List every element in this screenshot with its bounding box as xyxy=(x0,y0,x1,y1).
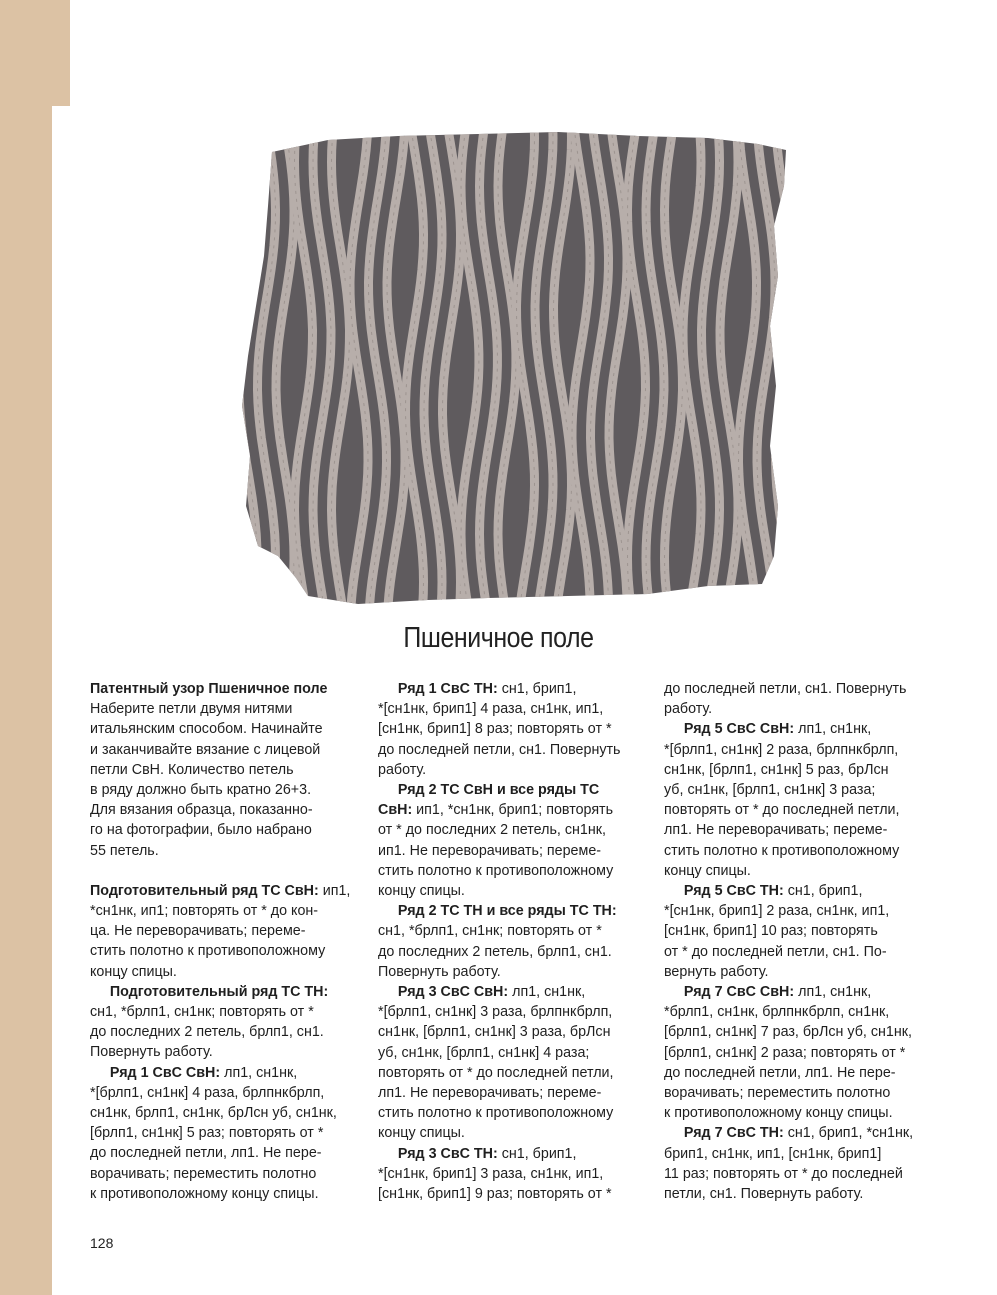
text-line xyxy=(664,1063,922,1083)
row-text: сн1нк, [брлп1, сн1нк] 5 раз, брЛсн xyxy=(664,761,889,778)
row-text: петли СвН. Количество петель xyxy=(90,761,294,778)
text-line xyxy=(90,881,351,901)
text-line xyxy=(378,921,636,941)
row-heading: Ряд 7 СвС СвН: xyxy=(664,984,795,1001)
accent-band-top xyxy=(0,0,70,106)
row-text: 11 раз; повторять от * до последней xyxy=(664,1165,903,1182)
text-line xyxy=(664,1103,922,1123)
text-line xyxy=(378,1144,636,1164)
text-line xyxy=(378,1083,636,1103)
row-text: Для вязания образца, показанно- xyxy=(90,802,313,819)
text-line xyxy=(664,921,922,941)
row-text: го на фотографии, было набрано xyxy=(90,822,312,839)
text-line xyxy=(664,841,922,861)
row-heading: Ряд 5 СвС ТН: xyxy=(664,883,784,900)
text-line xyxy=(664,820,922,840)
knitted-swatch-photo xyxy=(238,126,790,610)
text-line xyxy=(378,820,636,840)
row-text: стить полотно к противоположному xyxy=(90,943,326,960)
row-text: *[сн1нк, брип1] 2 раза, сн1нк, ип1, xyxy=(664,903,890,920)
row-text: от * до последней петли, сн1. По- xyxy=(664,943,887,960)
text-line xyxy=(90,1083,348,1103)
text-line xyxy=(378,1002,636,1022)
text-line xyxy=(378,942,636,962)
row-heading: Ряд 3 СвС ТН: xyxy=(378,1145,498,1162)
row-text: [сн1нк, брип1] 9 раз; повторять от * xyxy=(378,1186,612,1203)
text-line xyxy=(90,841,348,861)
row-text: [сн1нк, брип1] 8 раз; повторять от * xyxy=(378,721,612,738)
row-text: в ряду должно быть кратно 26+3. xyxy=(90,782,312,799)
row-text: ип1, xyxy=(318,882,351,899)
row-text: до последней петли, лп1. Не пере- xyxy=(664,1064,896,1081)
text-line xyxy=(90,1042,348,1062)
text-line xyxy=(664,1002,922,1022)
text-line xyxy=(378,780,636,800)
text-line xyxy=(664,861,922,881)
row-text: работу. xyxy=(378,761,427,778)
text-column-3 xyxy=(664,679,922,1204)
row-text: *сн1нк, ип1; повторять от * до кон- xyxy=(90,903,319,920)
row-heading: Ряд 1 СвС СвН: xyxy=(90,1064,221,1081)
row-text: к противоположному концу спицы. xyxy=(90,1185,319,1202)
row-heading: Подготовительный ряд ТС СвН: xyxy=(90,882,319,899)
row-text: сн1, *брлп1, сн1нк; повторять от * xyxy=(90,1004,314,1021)
row-text: [брлп1, сн1нк] 2 раза; повторять от * xyxy=(664,1044,906,1061)
text-line xyxy=(378,800,636,820)
row-text: сн1, брип1, xyxy=(783,883,863,900)
text-line xyxy=(664,942,922,962)
page-title: Пшеничное поле xyxy=(403,622,594,654)
row-text: повторять от * до последней петли, xyxy=(378,1064,614,1081)
row-text: к противоположному концу спицы. xyxy=(664,1105,893,1122)
row-heading: Ряд 2 ТС ТН и все ряды ТС ТН: xyxy=(378,903,617,920)
row-text: сн1, брип1, *сн1нк, xyxy=(783,1125,914,1142)
row-text: повторять от * до последней петли, xyxy=(664,802,900,819)
row-text: до последних 2 петель, брлп1, сн1. xyxy=(378,943,612,960)
row-text: Наберите петли двумя нитями xyxy=(90,701,293,718)
text-line xyxy=(664,901,922,921)
text-line xyxy=(664,679,922,699)
row-text: ип1. Не переворачивать; переме- xyxy=(378,842,602,859)
row-text: [брлп1, сн1нк] 7 раз, брЛсн уб, сн1нк, xyxy=(664,1024,912,1041)
text-line xyxy=(90,921,348,941)
row-text: концу спицы. xyxy=(664,862,751,879)
row-heading: Ряд 2 ТС СвН и все ряды ТС xyxy=(378,782,600,799)
row-text: ип1, *сн1нк, брип1; повторять xyxy=(412,802,614,819)
text-line xyxy=(90,800,348,820)
text-line xyxy=(378,982,636,1002)
text-line xyxy=(378,962,636,982)
text-line xyxy=(664,962,922,982)
text-line xyxy=(664,780,922,800)
text-line xyxy=(378,1164,636,1184)
row-heading: Подготовительный ряд ТС ТН: xyxy=(90,983,329,1000)
text-line xyxy=(378,699,636,719)
row-text: 55 петель. xyxy=(90,842,159,859)
row-text: сн1, брип1, xyxy=(497,681,577,697)
text-line xyxy=(664,1144,922,1164)
text-line xyxy=(90,740,348,760)
text-line xyxy=(664,1123,922,1143)
row-text: лп1, сн1нк, xyxy=(220,1064,298,1081)
text-line xyxy=(664,800,922,820)
text-line xyxy=(664,1164,922,1184)
row-text: [сн1нк, брип1] 10 раз; повторять xyxy=(664,923,878,940)
row-text: ворачивать; переместить полотно xyxy=(664,1085,891,1102)
text-line xyxy=(90,901,348,921)
page-number: 128 xyxy=(90,1235,114,1251)
text-line xyxy=(378,1043,636,1063)
text-line xyxy=(90,679,348,699)
text-line xyxy=(664,1043,922,1063)
row-text: сн1, брип1, xyxy=(497,1145,577,1162)
row-text: итальянским способом. Начинайте xyxy=(90,721,323,738)
row-text: *брлп1, сн1нк, брлпнкбрлп, сн1нк, xyxy=(664,1004,890,1021)
row-text: лп1, сн1нк, xyxy=(508,984,586,1001)
text-line xyxy=(90,941,348,961)
row-text: работу. xyxy=(664,701,713,718)
row-text: *[сн1нк, брип1] 3 раза, сн1нк, ип1, xyxy=(378,1165,604,1182)
text-line xyxy=(90,1184,348,1204)
text-line xyxy=(664,982,922,1002)
row-text: до последней петли, сн1. Повернуть xyxy=(378,741,621,758)
row-text: вернуть работу. xyxy=(664,963,769,980)
row-text: *[сн1нк, брип1] 4 раза, сн1нк, ип1, xyxy=(378,701,604,718)
row-text: Повернуть работу. xyxy=(378,963,501,980)
text-line xyxy=(90,1123,348,1143)
row-text: стить полотно к противоположному xyxy=(378,1105,614,1122)
text-column-1 xyxy=(90,679,351,1204)
text-line xyxy=(378,1123,636,1143)
row-text: лп1, сн1нк, xyxy=(794,721,872,738)
row-text: до последней петли, сн1. Повернуть xyxy=(664,681,907,697)
text-line xyxy=(378,1184,636,1204)
row-text: сн1нк, [брлп1, сн1нк] 3 раза, брЛсн xyxy=(378,1024,611,1041)
text-line xyxy=(378,841,636,861)
row-text: уб, сн1нк, [брлп1, сн1нк] 4 раза; xyxy=(378,1044,590,1061)
row-text: сн1нк, брлп1, сн1нк, брЛсн уб, сн1нк, xyxy=(90,1105,337,1122)
row-text: петли, сн1. Повернуть работу. xyxy=(664,1186,864,1203)
row-text: [брлп1, сн1нк] 5 раз; повторять от * xyxy=(90,1125,324,1142)
row-heading: Ряд 3 СвС СвН: xyxy=(378,984,509,1001)
row-text: и заканчивайте вязание с лицевой xyxy=(90,741,321,758)
text-line xyxy=(90,1002,348,1022)
text-line xyxy=(378,719,636,739)
text-line xyxy=(90,1164,348,1184)
row-text: до последней петли, лп1. Не пере- xyxy=(90,1145,322,1162)
row-heading: Ряд 1 СвС ТН: xyxy=(378,681,498,697)
text-line xyxy=(90,1063,348,1083)
row-text: от * до последних 2 петель, сн1нк, xyxy=(378,822,606,839)
text-line xyxy=(378,740,636,760)
text-line xyxy=(378,861,636,881)
row-text: концу спицы. xyxy=(90,963,177,980)
row-text: брип1, сн1нк, ип1, [сн1нк, брип1] xyxy=(664,1145,882,1162)
row-text: *[брлп1, сн1нк] 2 раза, брлпнкбрлп, xyxy=(664,741,899,758)
row-text: лп1. Не переворачивать; переме- xyxy=(664,822,888,839)
text-line xyxy=(90,780,348,800)
text-line xyxy=(90,1022,348,1042)
text-line xyxy=(378,901,636,921)
row-heading: СвН: xyxy=(378,802,413,819)
row-text: концу спицы. xyxy=(378,883,465,900)
row-text: Повернуть работу. xyxy=(90,1044,213,1061)
row-heading: Ряд 7 СвС ТН: xyxy=(664,1125,784,1142)
row-text: *[брлп1, сн1нк] 4 раза, брлпнкбрлп, xyxy=(90,1084,325,1101)
text-line xyxy=(90,699,348,719)
text-line xyxy=(664,760,922,780)
text-line xyxy=(378,1063,636,1083)
text-line xyxy=(664,719,922,739)
text-line xyxy=(90,982,348,1002)
row-text: ца. Не переворачивать; переме- xyxy=(90,923,306,940)
accent-band xyxy=(0,106,52,1295)
paragraph-gap xyxy=(90,861,348,881)
row-text: ворачивать; переместить полотно xyxy=(90,1165,317,1182)
text-line xyxy=(90,1103,348,1123)
text-line xyxy=(90,760,348,780)
text-line xyxy=(664,1184,922,1204)
text-line xyxy=(90,820,348,840)
text-line xyxy=(664,699,922,719)
row-heading: Ряд 5 СвС СвН: xyxy=(664,721,795,738)
text-line xyxy=(90,1143,348,1163)
row-text: до последних 2 петель, брлп1, сн1. xyxy=(90,1024,324,1041)
text-line xyxy=(378,760,636,780)
text-line xyxy=(664,740,922,760)
row-text: концу спицы. xyxy=(378,1125,465,1142)
row-text: лп1, сн1нк, xyxy=(794,984,872,1001)
row-text: стить полотно к противоположному xyxy=(664,842,900,859)
row-text: лп1. Не переворачивать; переме- xyxy=(378,1085,602,1102)
row-text: стить полотно к противоположному xyxy=(378,862,614,879)
text-line xyxy=(378,881,636,901)
text-line xyxy=(378,679,636,699)
text-line xyxy=(664,1083,922,1103)
text-line xyxy=(378,1103,636,1123)
text-line xyxy=(378,1022,636,1042)
text-line xyxy=(664,881,922,901)
text-line xyxy=(90,719,348,739)
row-text: сн1, *брлп1, сн1нк; повторять от * xyxy=(378,923,602,940)
row-text: *[брлп1, сн1нк] 3 раза, брлпнкбрлп, xyxy=(378,1004,613,1021)
text-line xyxy=(90,962,348,982)
text-line xyxy=(664,1022,922,1042)
row-text: уб, сн1нк, [брлп1, сн1нк] 3 раза; xyxy=(664,782,876,799)
row-heading: Патентный узор Пшеничное поле xyxy=(90,681,328,697)
text-column-2 xyxy=(378,679,636,1204)
